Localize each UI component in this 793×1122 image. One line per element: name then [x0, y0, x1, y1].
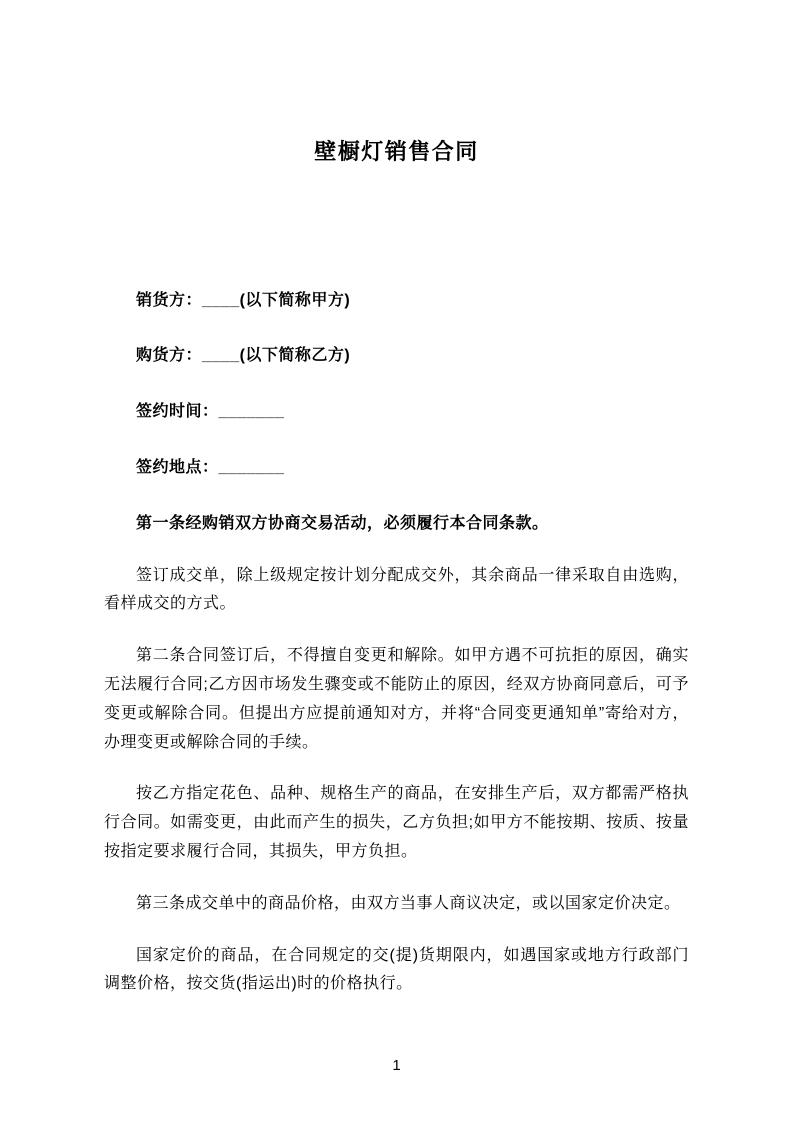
signing-date-line: 签约时间：_______ — [136, 403, 285, 421]
clause-1-paragraph: 第一条经购销双方协商交易活动，必须履行本合同条款。 — [136, 514, 549, 532]
buyer-line: 购货方：____(以下简称乙方) — [136, 347, 351, 365]
document-title: 壁橱灯销售合同 — [314, 139, 479, 164]
seller-line: 销货方：____(以下简称甲方) — [136, 291, 351, 309]
clause-3-detail-paragraph: 国家定价的商品，在合同规定的交(提)货期限内，如遇国家或地方行政部门调整价格，按交货(指运出)时的价格执行。 — [104, 946, 689, 993]
clause-3-paragraph: 第三条成交单中的商品价格，由双方当事人商议决定，或以国家定价决定。 — [136, 894, 681, 912]
clause-1-detail-paragraph: 签订成交单，除上级规定按计划分配成交外，其余商品一律采取自由选购，看样成交的方式。 — [104, 566, 689, 613]
page-number: 1 — [392, 1057, 401, 1074]
signing-place-line: 签约地点：_______ — [136, 458, 285, 476]
clause-2-paragraph: 第二条合同签订后，不得擅自变更和解除。如甲方遇不可抗拒的原因，确实无法履行合同;乙方因市场发生骤变或不能防止的原因，经双方协商同意后，可予变更或解除合同。但提出方应提前通知对方，并将“合同变更通知单”寄给对方，办理变更或解除合同的手续。 — [104, 647, 689, 751]
clause-2-detail-paragraph: 按乙方指定花色、品种、规格生产的商品，在安排生产后，双方都需严格执行合同。如需变更，由此而产生的损失，乙方负担;如甲方不能按期、按质、按量按指定要求履行合同，其损失，甲方负担。 — [104, 785, 689, 860]
